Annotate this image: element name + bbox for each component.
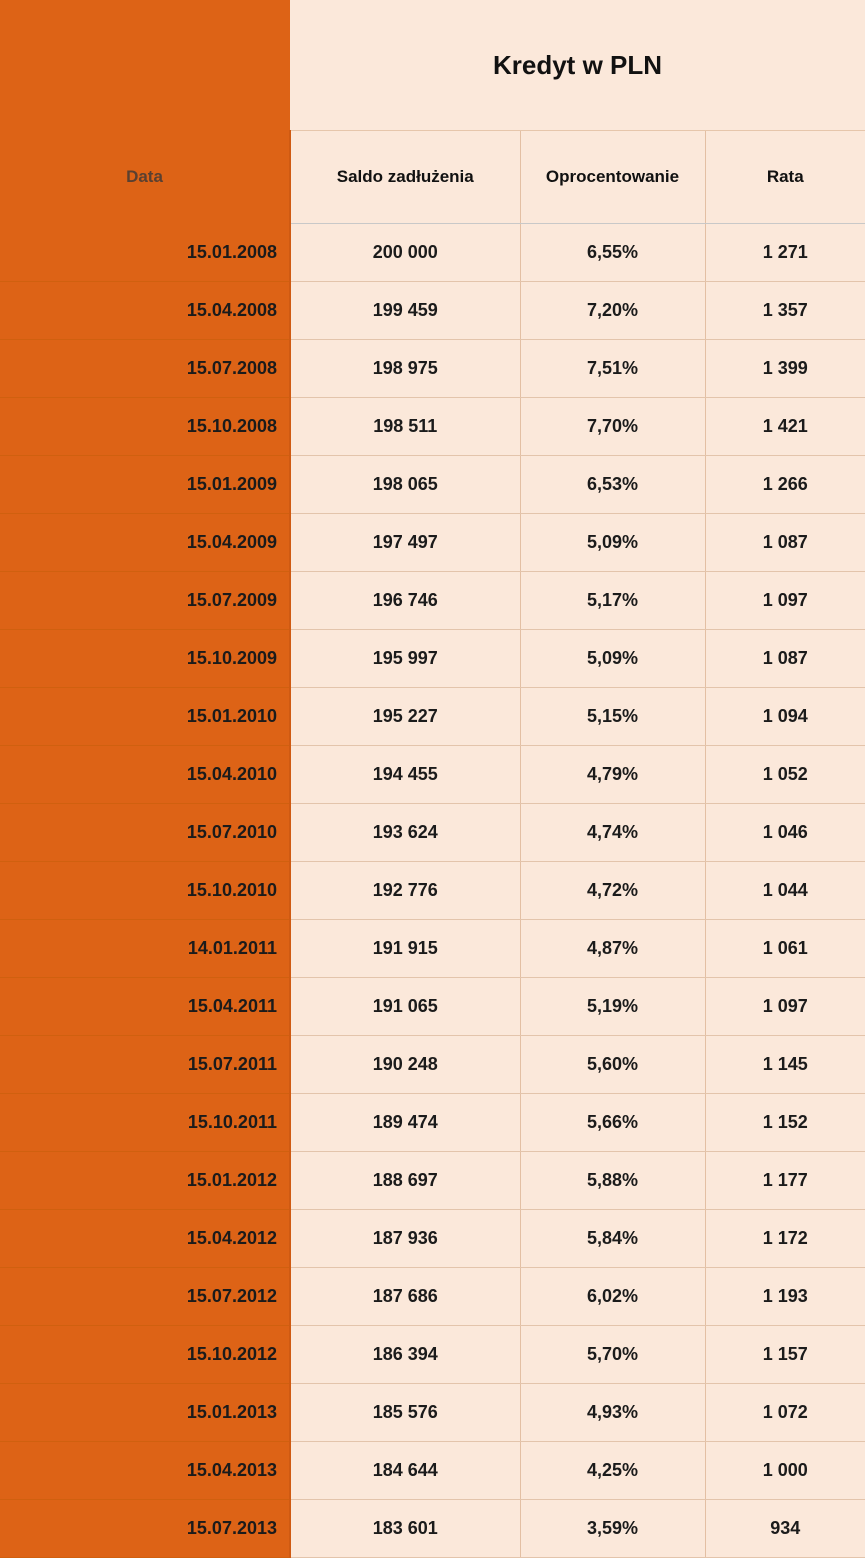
cell-date: 15.04.2012	[0, 1210, 290, 1268]
cell-oprocentowanie: 5,09%	[520, 514, 705, 572]
table-row	[0, 1384, 865, 1442]
cell-rata: 1 266	[705, 456, 865, 514]
cell-oprocentowanie: 5,66%	[520, 1094, 705, 1152]
table-row	[0, 398, 865, 456]
cell-rata: 934	[705, 1500, 865, 1558]
column-header-oprocentowanie: Oprocentowanie	[520, 131, 705, 224]
cell-oprocentowanie: 4,25%	[520, 1442, 705, 1500]
cell-date: 15.07.2012	[0, 1268, 290, 1326]
cell-rata: 1 357	[705, 282, 865, 340]
header-row	[0, 131, 865, 224]
cell-rata: 1 072	[705, 1384, 865, 1442]
cell-saldo: 188 697	[290, 1152, 520, 1210]
table-row	[0, 804, 865, 862]
cell-saldo: 199 459	[290, 282, 520, 340]
cell-rata: 1 087	[705, 514, 865, 572]
cell-date: 15.04.2009	[0, 514, 290, 572]
table-row	[0, 224, 865, 282]
cell-saldo: 184 644	[290, 1442, 520, 1500]
cell-date: 14.01.2011	[0, 920, 290, 978]
cell-date: 15.01.2012	[0, 1152, 290, 1210]
cell-date: 15.01.2013	[0, 1384, 290, 1442]
cell-oprocentowanie: 5,60%	[520, 1036, 705, 1094]
table-row	[0, 1326, 865, 1384]
column-header-saldo: Saldo zadłużenia	[290, 131, 520, 224]
column-header-data: Data	[0, 131, 290, 224]
cell-rata: 1 271	[705, 224, 865, 282]
cell-date: 15.01.2010	[0, 688, 290, 746]
cell-saldo: 190 248	[290, 1036, 520, 1094]
cell-oprocentowanie: 6,53%	[520, 456, 705, 514]
cell-date: 15.04.2008	[0, 282, 290, 340]
cell-date: 15.01.2009	[0, 456, 290, 514]
title-spacer-cell	[0, 0, 290, 131]
cell-oprocentowanie: 6,02%	[520, 1268, 705, 1326]
cell-rata: 1 044	[705, 862, 865, 920]
cell-rata: 1 046	[705, 804, 865, 862]
cell-saldo: 191 065	[290, 978, 520, 1036]
cell-rata: 1 152	[705, 1094, 865, 1152]
cell-date: 15.10.2012	[0, 1326, 290, 1384]
table-row	[0, 862, 865, 920]
cell-date: 15.07.2010	[0, 804, 290, 862]
cell-rata: 1 399	[705, 340, 865, 398]
cell-oprocentowanie: 4,87%	[520, 920, 705, 978]
cell-date: 15.07.2013	[0, 1500, 290, 1558]
table-row	[0, 1268, 865, 1326]
cell-saldo: 187 686	[290, 1268, 520, 1326]
table-row	[0, 340, 865, 398]
cell-date: 15.04.2010	[0, 746, 290, 804]
cell-saldo: 191 915	[290, 920, 520, 978]
cell-saldo: 189 474	[290, 1094, 520, 1152]
table-row	[0, 1500, 865, 1558]
cell-oprocentowanie: 5,70%	[520, 1326, 705, 1384]
table-row	[0, 1152, 865, 1210]
cell-oprocentowanie: 4,72%	[520, 862, 705, 920]
cell-saldo: 195 997	[290, 630, 520, 688]
cell-date: 15.07.2009	[0, 572, 290, 630]
cell-rata: 1 193	[705, 1268, 865, 1326]
cell-oprocentowanie: 5,88%	[520, 1152, 705, 1210]
table-row	[0, 1094, 865, 1152]
cell-oprocentowanie: 6,55%	[520, 224, 705, 282]
table-row	[0, 688, 865, 746]
cell-rata: 1 094	[705, 688, 865, 746]
cell-date: 15.07.2011	[0, 1036, 290, 1094]
cell-oprocentowanie: 5,15%	[520, 688, 705, 746]
cell-saldo: 195 227	[290, 688, 520, 746]
table-row	[0, 746, 865, 804]
cell-rata: 1 145	[705, 1036, 865, 1094]
cell-rata: 1 061	[705, 920, 865, 978]
cell-saldo: 187 936	[290, 1210, 520, 1268]
cell-date: 15.10.2010	[0, 862, 290, 920]
cell-rata: 1 172	[705, 1210, 865, 1268]
table-row	[0, 920, 865, 978]
page-title: Kredyt w PLN	[290, 0, 865, 131]
cell-saldo: 198 065	[290, 456, 520, 514]
table-row	[0, 456, 865, 514]
cell-oprocentowanie: 5,19%	[520, 978, 705, 1036]
cell-saldo: 183 601	[290, 1500, 520, 1558]
table-row	[0, 572, 865, 630]
cell-oprocentowanie: 7,51%	[520, 340, 705, 398]
cell-rata: 1 157	[705, 1326, 865, 1384]
cell-rata: 1 421	[705, 398, 865, 456]
cell-date: 15.01.2008	[0, 224, 290, 282]
cell-date: 15.10.2009	[0, 630, 290, 688]
cell-date: 15.10.2008	[0, 398, 290, 456]
table-row	[0, 514, 865, 572]
cell-rata: 1 097	[705, 978, 865, 1036]
cell-saldo: 197 497	[290, 514, 520, 572]
cell-date: 15.04.2011	[0, 978, 290, 1036]
cell-saldo: 200 000	[290, 224, 520, 282]
cell-oprocentowanie: 4,79%	[520, 746, 705, 804]
cell-oprocentowanie: 3,59%	[520, 1500, 705, 1558]
cell-date: 15.10.2011	[0, 1094, 290, 1152]
cell-date: 15.07.2008	[0, 340, 290, 398]
column-header-rata: Rata	[705, 131, 865, 224]
cell-rata: 1 000	[705, 1442, 865, 1500]
cell-saldo: 198 975	[290, 340, 520, 398]
cell-date: 15.04.2013	[0, 1442, 290, 1500]
table-row	[0, 630, 865, 688]
cell-saldo: 185 576	[290, 1384, 520, 1442]
table-row	[0, 282, 865, 340]
cell-oprocentowanie: 7,20%	[520, 282, 705, 340]
cell-saldo: 186 394	[290, 1326, 520, 1384]
cell-oprocentowanie: 4,93%	[520, 1384, 705, 1442]
cell-saldo: 193 624	[290, 804, 520, 862]
cell-saldo: 194 455	[290, 746, 520, 804]
cell-rata: 1 052	[705, 746, 865, 804]
table-row	[0, 978, 865, 1036]
cell-rata: 1 097	[705, 572, 865, 630]
cell-oprocentowanie: 5,09%	[520, 630, 705, 688]
cell-rata: 1 177	[705, 1152, 865, 1210]
table-row	[0, 1442, 865, 1500]
title-row	[0, 0, 865, 131]
cell-oprocentowanie: 5,17%	[520, 572, 705, 630]
cell-oprocentowanie: 5,84%	[520, 1210, 705, 1268]
table-row	[0, 1210, 865, 1268]
cell-oprocentowanie: 4,74%	[520, 804, 705, 862]
table-row	[0, 1036, 865, 1094]
cell-rata: 1 087	[705, 630, 865, 688]
cell-saldo: 192 776	[290, 862, 520, 920]
cell-saldo: 198 511	[290, 398, 520, 456]
cell-saldo: 196 746	[290, 572, 520, 630]
cell-oprocentowanie: 7,70%	[520, 398, 705, 456]
